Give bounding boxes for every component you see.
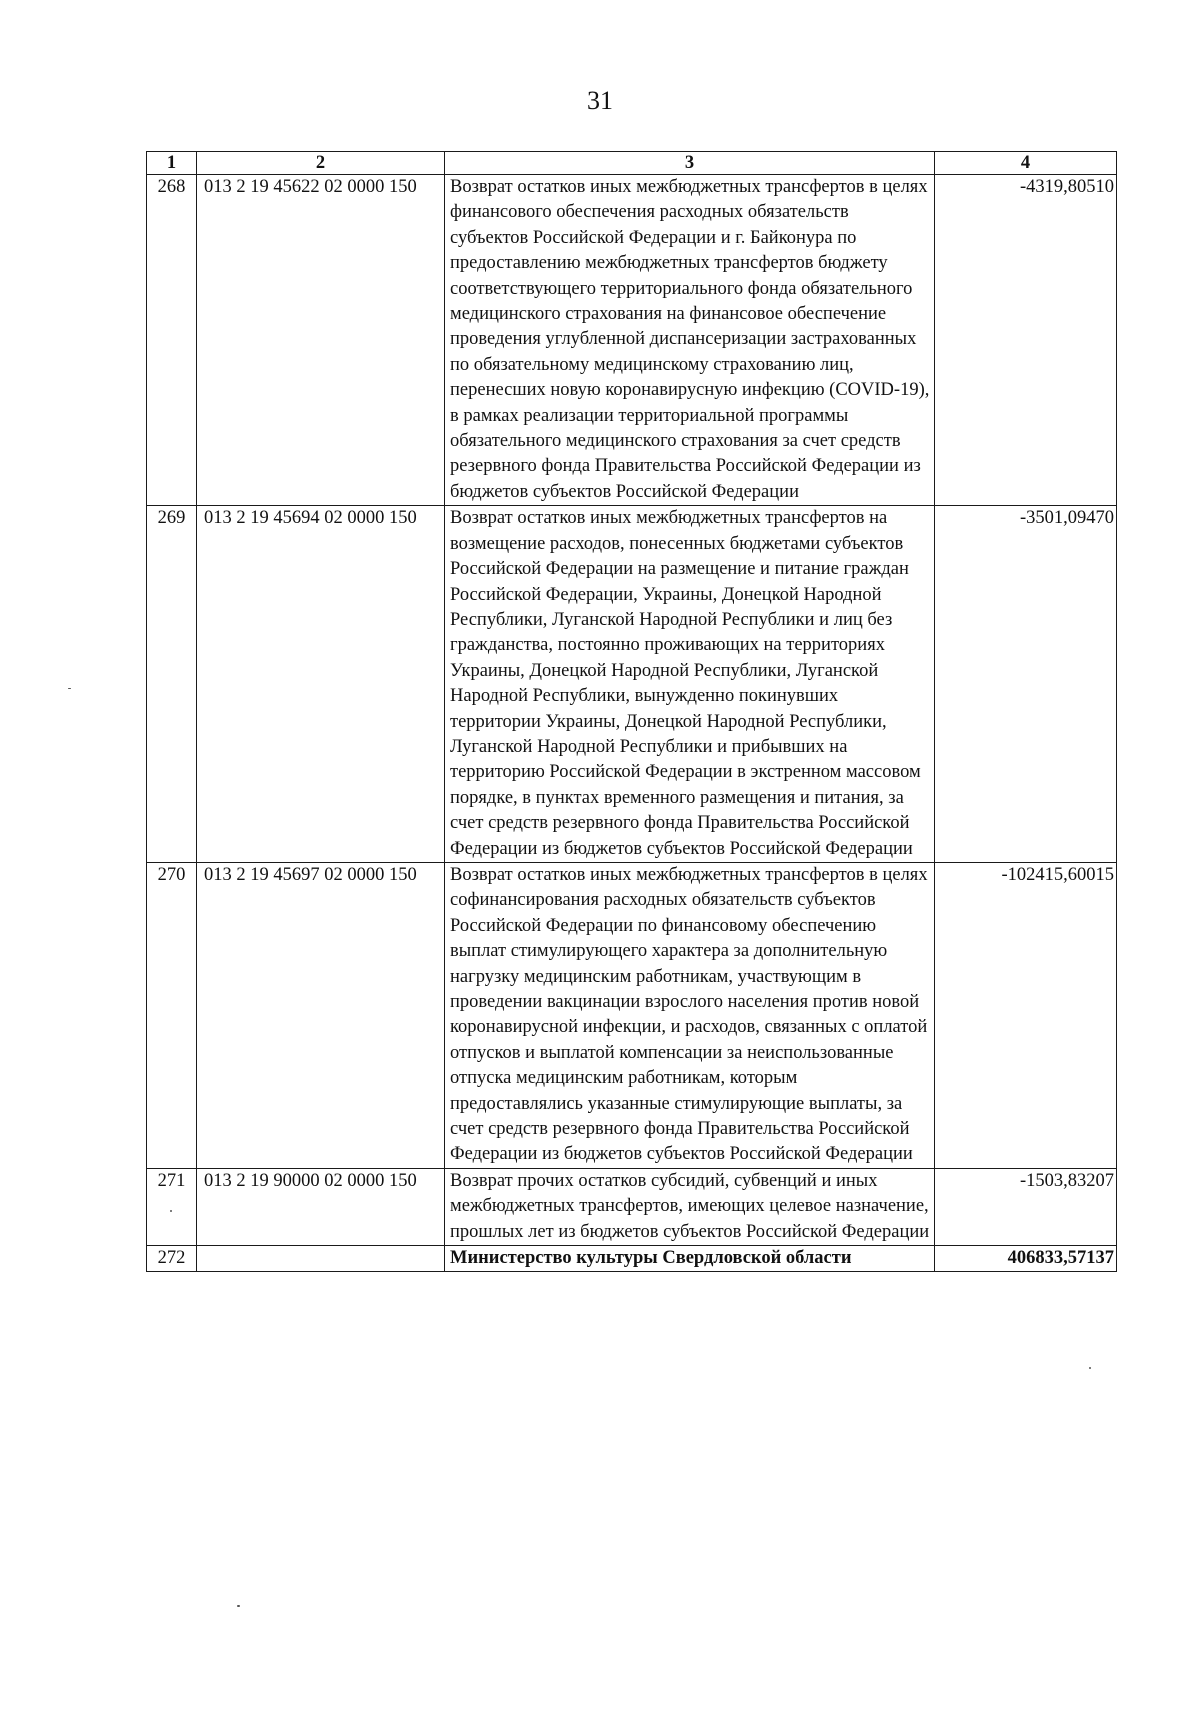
- row-number: 270: [147, 862, 197, 1168]
- table-row-ministry-total: [147, 1246, 1117, 1272]
- row-description: Возврат остатков иных межбюджетных трансфертов в целях финансового обеспечения расходных обязательств субъектов Российской Федерации и г. Байконура по предоставлению межбюджетных трансфертов бюджету соответствующего территориального фонда обязательного медицинского страхования на финансовое обеспечение проведения углубленной диспансеризации застрахованных по обязательному медицинскому страхованию лиц, перенесших новую коронавирусную инфекцию (COVID-19), в рамках реализации территориальной программы обязательного медицинского страхования за счет средств резервного фонда Правительства Российской Федерации из бюджетов субъектов Российской Федерации: [445, 175, 935, 506]
- ministry-total-amount: 406833,57137: [935, 1246, 1117, 1272]
- scan-speck: [68, 688, 71, 689]
- column-header-2: 2: [197, 152, 445, 175]
- row-number: 271: [147, 1168, 197, 1245]
- scan-speck: [237, 1605, 240, 1607]
- table-row: [147, 506, 1117, 863]
- page-number: 31: [587, 86, 613, 115]
- budget-code: 013 2 19 45697 02 0000 150: [197, 862, 445, 1168]
- scan-speck: [1089, 1367, 1091, 1369]
- budget-code: 013 2 19 45694 02 0000 150: [197, 506, 445, 863]
- row-number: 269: [147, 506, 197, 863]
- table-row: [147, 175, 1117, 506]
- budget-code: [197, 1246, 445, 1272]
- row-description: Возврат остатков иных межбюджетных трансфертов в целях софинансирования расходных обязательств субъектов Российской Федерации по финансовому обеспечению выплат стимулирующего характера за дополнительную нагрузку медицинским работникам, участвующим в проведении вакцинации взрослого населения против новой коронавирусной инфекции, и расходов, связанных с оплатой отпусков и выплатой компенсации за неиспользованные отпуска медицинским работникам, которым предоставлялись указанные стимулирующие выплаты, за счет средств резервного фонда Правительства Российской Федерации из бюджетов субъектов Российской Федерации: [445, 862, 935, 1168]
- row-amount: -4319,80510: [935, 175, 1117, 506]
- row-amount: -102415,60015: [935, 862, 1117, 1168]
- row-description: Возврат прочих остатков субсидий, субвенций и иных межбюджетных трансфертов, имеющих целевое назначение, прошлых лет из бюджетов субъектов Российской Федерации: [445, 1168, 935, 1245]
- budget-table: [146, 151, 1117, 1272]
- table-header-row: [147, 152, 1117, 175]
- scan-speck: [170, 1210, 172, 1212]
- column-header-4: 4: [935, 152, 1117, 175]
- row-amount: -3501,09470: [935, 506, 1117, 863]
- ministry-name: Министерство культуры Свердловской области: [445, 1246, 935, 1272]
- row-amount: -1503,83207: [935, 1168, 1117, 1245]
- row-number: 272: [147, 1246, 197, 1272]
- row-description: Возврат остатков иных межбюджетных трансфертов на возмещение расходов, понесенных бюджетами субъектов Российской Федерации на размещение и питание граждан Российской Федерации, Украины, Донецкой Народной Республики, Луганской Народной Республики и лиц без гражданства, постоянно проживающих на территориях Украины, Донецкой Народной Республики, Луганской Народной Республики, вынужденно покинувших территории Украины, Донецкой Народной Республики, Луганской Народной Республики и прибывших на территорию Российской Федерации в экстренном массовом порядке, в пунктах временного размещения и питания, за счет средств резервного фонда Правительства Российской Федерации из бюджетов субъектов Российской Федерации: [445, 506, 935, 863]
- table-row: [147, 1168, 1117, 1245]
- budget-code: 013 2 19 90000 02 0000 150: [197, 1168, 445, 1245]
- column-header-3: 3: [445, 152, 935, 175]
- table-row: [147, 862, 1117, 1168]
- column-header-1: 1: [147, 152, 197, 175]
- row-number: 268: [147, 175, 197, 506]
- budget-code: 013 2 19 45622 02 0000 150: [197, 175, 445, 506]
